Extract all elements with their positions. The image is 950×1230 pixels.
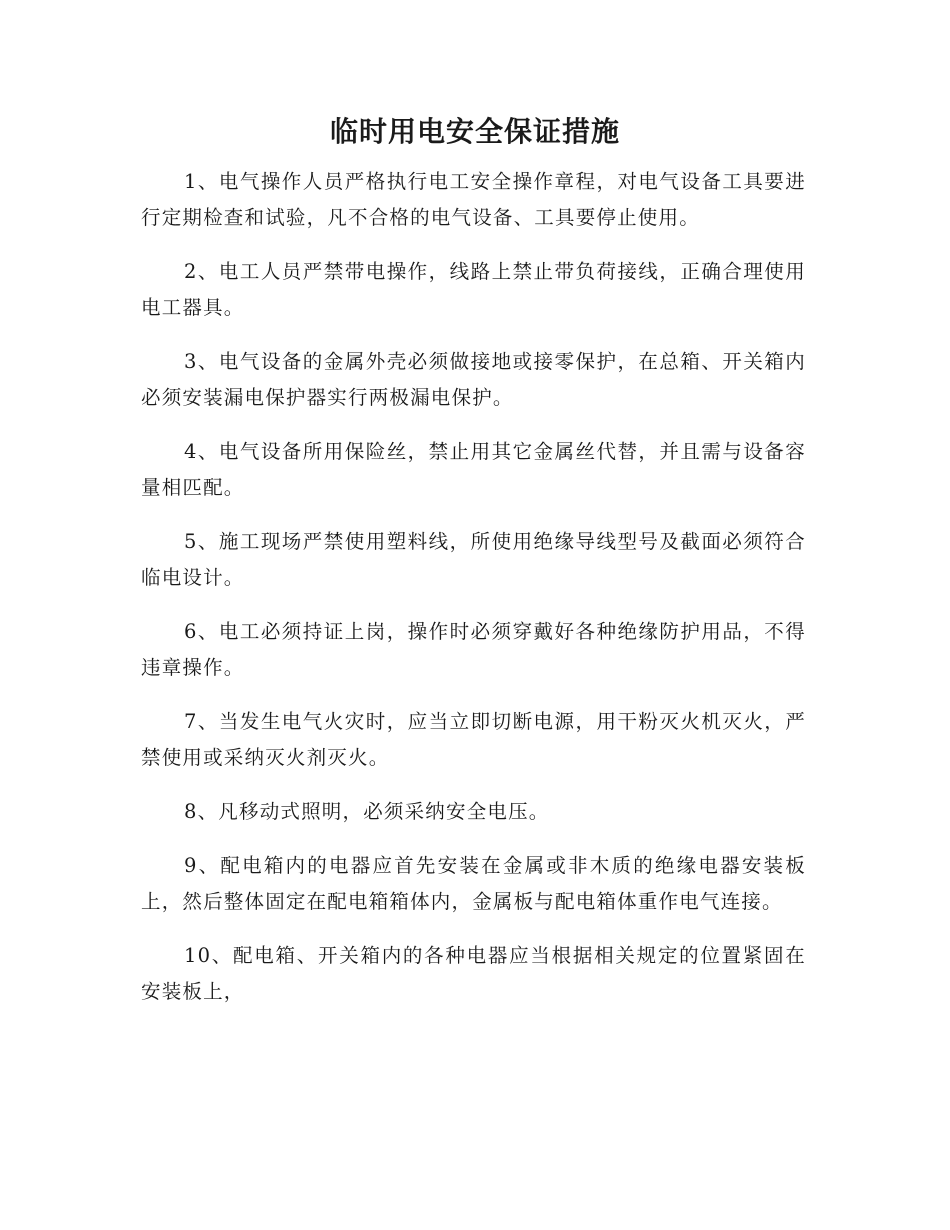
measure-item-3: 3、电气设备的金属外壳必须做接地或接零保护，在总箱、开关箱内必须安装漏电保护器实行两极漏电保护。 bbox=[141, 350, 806, 409]
document-title: 临时用电安全保证措施 bbox=[329, 115, 620, 148]
measure-item-7: 7、当发生电气火灾时，应当立即切断电源，用干粉灭火机灭火，严禁使用或采纳灭火剂灭火。 bbox=[141, 710, 806, 769]
measure-item-6: 6、电工必须持证上岗，操作时必须穿戴好各种绝缘防护用品，不得违章操作。 bbox=[141, 620, 806, 679]
measure-item-5: 5、施工现场严禁使用塑料线，所使用绝缘导线型号及截面必须符合临电设计。 bbox=[141, 530, 806, 589]
measure-item-4: 4、电气设备所用保险丝，禁止用其它金属丝代替，并且需与设备容量相匹配。 bbox=[141, 440, 806, 499]
measure-item-9: 9、配电箱内的电器应首先安装在金属或非木质的绝缘电器安装板上，然后整体固定在配电箱箱体内，金属板与配电箱体重作电气连接。 bbox=[141, 854, 806, 913]
measure-item-10: 10、配电箱、开关箱内的各种电器应当根据相关规定的位置紧固在安装板上， bbox=[141, 944, 806, 1003]
measure-item-1: 1、电气操作人员严格执行电工安全操作章程，对电气设备工具要进行定期检查和试验，凡不合格的电气设备、工具要停止使用。 bbox=[141, 170, 806, 229]
measure-item-8: 8、凡移动式照明，必须采纳安全电压。 bbox=[184, 800, 550, 823]
measures-list bbox=[141, 164, 806, 1028]
measure-item-2: 2、电工人员严禁带电操作，线路上禁止带负荷接线，正确合理使用电工器具。 bbox=[141, 260, 806, 319]
